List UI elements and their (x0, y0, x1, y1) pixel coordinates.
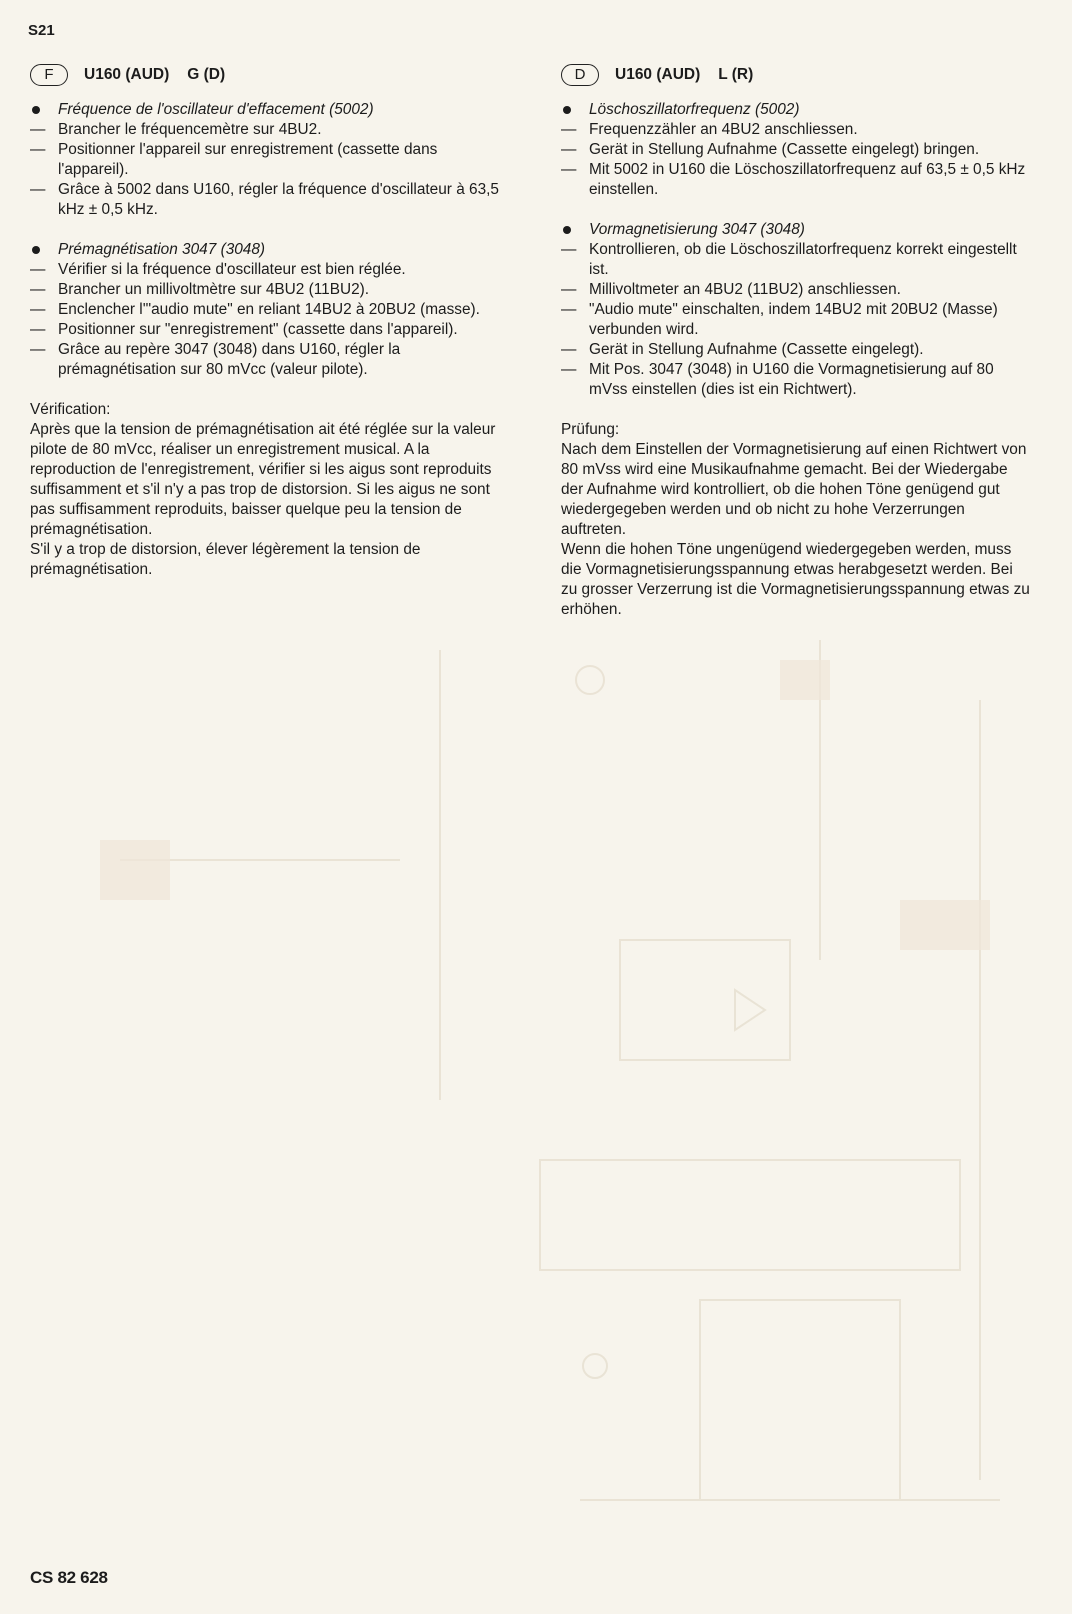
step: — Grâce au repère 3047 (3048) dans U160, régler la prémagnétisation sur 80 mVcc (valeur pilote). (30, 340, 500, 380)
step: — Kontrollieren, ob die Löschoszillatorfrequenz korrekt eingestellt ist. (561, 240, 1031, 280)
section-premagnetisation (30, 240, 500, 380)
verification-block (30, 400, 500, 580)
language-badge: F (30, 64, 68, 86)
step: — Positionner l'appareil sur enregistrement (cassette dans l'appareil). (30, 140, 500, 180)
model-variant: G (D) (187, 66, 226, 83)
language-badge: D (561, 64, 599, 86)
paragraph: Après que la tension de prémagnétisation ait été réglée sur la valeur pilote de 80 mVcc, réaliser un enregistrement musical. A la reproduction de l'enregistrement, vérifier si les aigus sont reproduits suffisamment et s'il n'y a pas trop de distorsion. Si les aigus ne sont pas suffisamment reproduits, baisser quelque peu la tension de prémagnétisation. (30, 421, 496, 538)
step: — Enclencher l'"audio mute" en reliant 14BU2 à 20BU2 (masse). (30, 300, 500, 320)
step: — Mit 5002 in U160 die Löschoszillatorfrequenz auf 63,5 ± 0,5 kHz einstellen. (561, 160, 1031, 200)
step: — Mit Pos. 3047 (3048) in U160 die Vormagnetisierung auf 80 mVss einstellen (dies ist ein Richtwert). (561, 360, 1031, 400)
section-erase-oscillator (561, 100, 1031, 200)
section-title: Prémagnétisation 3047 (3048) (30, 240, 500, 260)
model-name: U160 (AUD) (84, 66, 170, 83)
column-header (561, 60, 1031, 90)
step: — Brancher le fréquencemètre sur 4BU2. (30, 120, 500, 140)
step: — "Audio mute" einschalten, indem 14BU2 mit 20BU2 (Masse) verbunden wird. (561, 300, 1031, 340)
step: — Brancher un millivoltmètre sur 4BU2 (11BU2). (30, 280, 500, 300)
paragraph: Nach dem Einstellen der Vormagnetisierung auf einen Richtwert von 80 mVss wird eine Musikaufnahme gemacht. Bei der Wiedergabe der Aufnahme wird kontrolliert, ob die hohen Töne genügend gut wiedergegeben werden und ob nicht zu hohe Verzerrungen auftreten. (561, 441, 1027, 538)
step: — Positionner sur "enregistrement" (cassette dans l'appareil). (30, 320, 500, 340)
section-erase-oscillator (30, 100, 500, 220)
section-title: Fréquence de l'oscillateur d'effacement (5002) (30, 100, 500, 120)
paragraph: Wenn die hohen Töne ungenügend wiedergegeben werden, muss die Vormagnetisierungsspannung etwas herabgesetzt werden. Bei zu grosser Verzerrung ist die Vormagnetisierungsspannung etwas zu erhöhen. (561, 541, 1030, 618)
page-number: S21 (28, 22, 55, 39)
section-title: Löschoszillatorfrequenz (5002) (561, 100, 1031, 120)
verification-label: Vérification: (30, 401, 111, 418)
french-column (30, 60, 500, 600)
step: — Gerät in Stellung Aufnahme (Cassette eingelegt) bringen. (561, 140, 1031, 160)
section-title: Vormagnetisierung 3047 (3048) (561, 220, 1031, 240)
step: — Gerät in Stellung Aufnahme (Cassette eingelegt). (561, 340, 1031, 360)
document-code: CS 82 628 (30, 1568, 108, 1587)
column-header (30, 60, 500, 90)
paragraph: S'il y a trop de distorsion, élever légèrement la tension de prémagnétisation. (30, 541, 421, 578)
section-premagnetisation (561, 220, 1031, 400)
model-variant: L (R) (718, 66, 754, 83)
verification-label: Prüfung: (561, 421, 620, 438)
step: — Frequenzzähler an 4BU2 anschliessen. (561, 120, 1031, 140)
step: — Millivoltmeter an 4BU2 (11BU2) anschliessen. (561, 280, 1031, 300)
model-name: U160 (AUD) (615, 66, 701, 83)
german-column (561, 60, 1031, 640)
step: — Vérifier si la fréquence d'oscillateur est bien réglée. (30, 260, 500, 280)
step: — Grâce à 5002 dans U160, régler la fréquence d'oscillateur à 63,5 kHz ± 0,5 kHz. (30, 180, 500, 220)
verification-block (561, 420, 1031, 620)
